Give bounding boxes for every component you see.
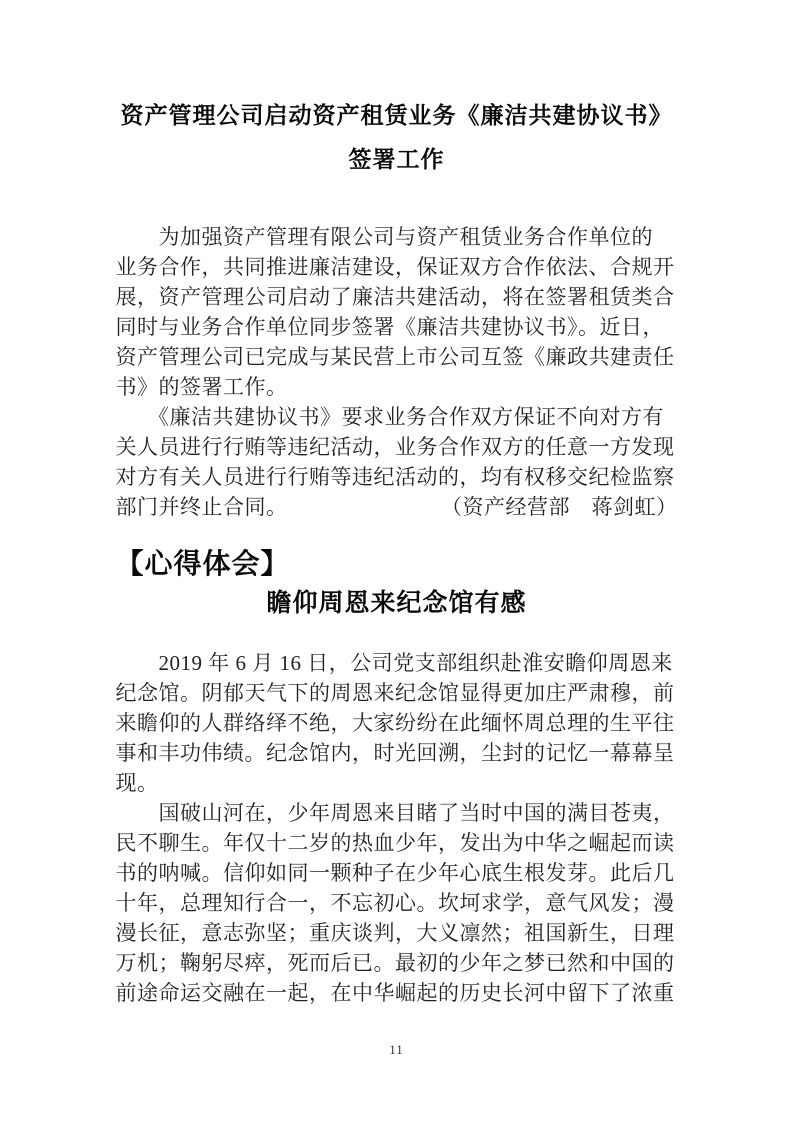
text-line: 《廉洁共建协议书》要求业务合作双方保证不向对方有 bbox=[115, 405, 664, 429]
text-line: 事和丰功伟绩。纪念馆内，时光回溯，尘封的记忆一幕幕呈 bbox=[115, 741, 675, 765]
closing-line bbox=[116, 492, 678, 522]
section-header: 【心得体会】 bbox=[115, 549, 290, 580]
essay-paragraph-2 bbox=[116, 798, 678, 1008]
text-line: 资产管理公司已完成与某民营上市公司互签《廉政共建责任 bbox=[115, 345, 675, 369]
page-content bbox=[116, 0, 678, 1008]
article-title-line: 资产管理公司启动资产租赁业务《廉洁共建协议书》 bbox=[120, 103, 673, 128]
text-line: 十年，总理知行合一，不忘初心。坎坷求学，意气风发；漫 bbox=[115, 891, 675, 915]
paragraph-2 bbox=[116, 402, 678, 492]
closing-text: 部门并终止合同。 bbox=[115, 495, 288, 519]
article-body bbox=[116, 222, 678, 522]
text-line: 漫长征，意志弥坚；重庆谈判，大义凛然；祖国新生，日理 bbox=[115, 921, 675, 945]
text-line: 为加强资产管理有限公司与资产租赁业务合作单位的 bbox=[115, 225, 653, 249]
text-line: 现。 bbox=[115, 771, 159, 795]
paragraph-1 bbox=[116, 222, 678, 402]
essay-body bbox=[116, 648, 678, 1008]
text-line: 万机；鞠躬尽瘁，死而后已。最初的少年之梦已然和中国的 bbox=[115, 951, 675, 975]
article-title bbox=[116, 94, 678, 182]
text-line: 业务合作，共同推进廉洁建设，保证双方合作依法、合规开 bbox=[115, 255, 675, 279]
attribution: （资产经营部 蒋剑虹） bbox=[441, 495, 678, 519]
essay-title: 瞻仰周恩来纪念馆有感 bbox=[266, 590, 527, 617]
text-line: 前途命运交融在一起，在中华崛起的历史长河中留下了浓重 bbox=[115, 981, 675, 1005]
text-line: 展，资产管理公司启动了廉洁共建活动，将在签署租赁类合 bbox=[115, 285, 675, 309]
text-line: 国破山河在，少年周恩来目睹了当时中国的满目苍夷， bbox=[115, 801, 675, 825]
page-number: 11 bbox=[389, 1042, 404, 1057]
text-line: 书的呐喊。信仰如同一颗种子在少年心底生根发芽。此后几 bbox=[115, 861, 675, 885]
text-line: 关人员进行行贿等违纪活动，业务合作双方的任意一方发现 bbox=[115, 435, 675, 459]
text-line: 书》的签署工作。 bbox=[115, 375, 288, 399]
text-line: 对方有关人员进行行贿等违纪活动的，均有权移交纪检监察 bbox=[115, 465, 675, 489]
article-title-line: 签署工作 bbox=[348, 147, 445, 172]
text-line: 同时与业务合作单位同步签署《廉洁共建协议书》。近日， bbox=[115, 315, 664, 339]
text-line: 民不聊生。年仅十二岁的热血少年，发出为中华之崛起而读 bbox=[115, 831, 675, 855]
essay-paragraph-1 bbox=[116, 648, 678, 798]
text-line: 2019 年 6 月 16 日，公司党支部组织赴淮安瞻仰周恩来 bbox=[115, 651, 673, 675]
text-line: 纪念馆。阴郁天气下的周恩来纪念馆显得更加庄严肃穆，前 bbox=[115, 681, 675, 705]
text-line: 来瞻仰的人群络绎不绝，大家纷纷在此缅怀周总理的生平往 bbox=[115, 711, 675, 735]
